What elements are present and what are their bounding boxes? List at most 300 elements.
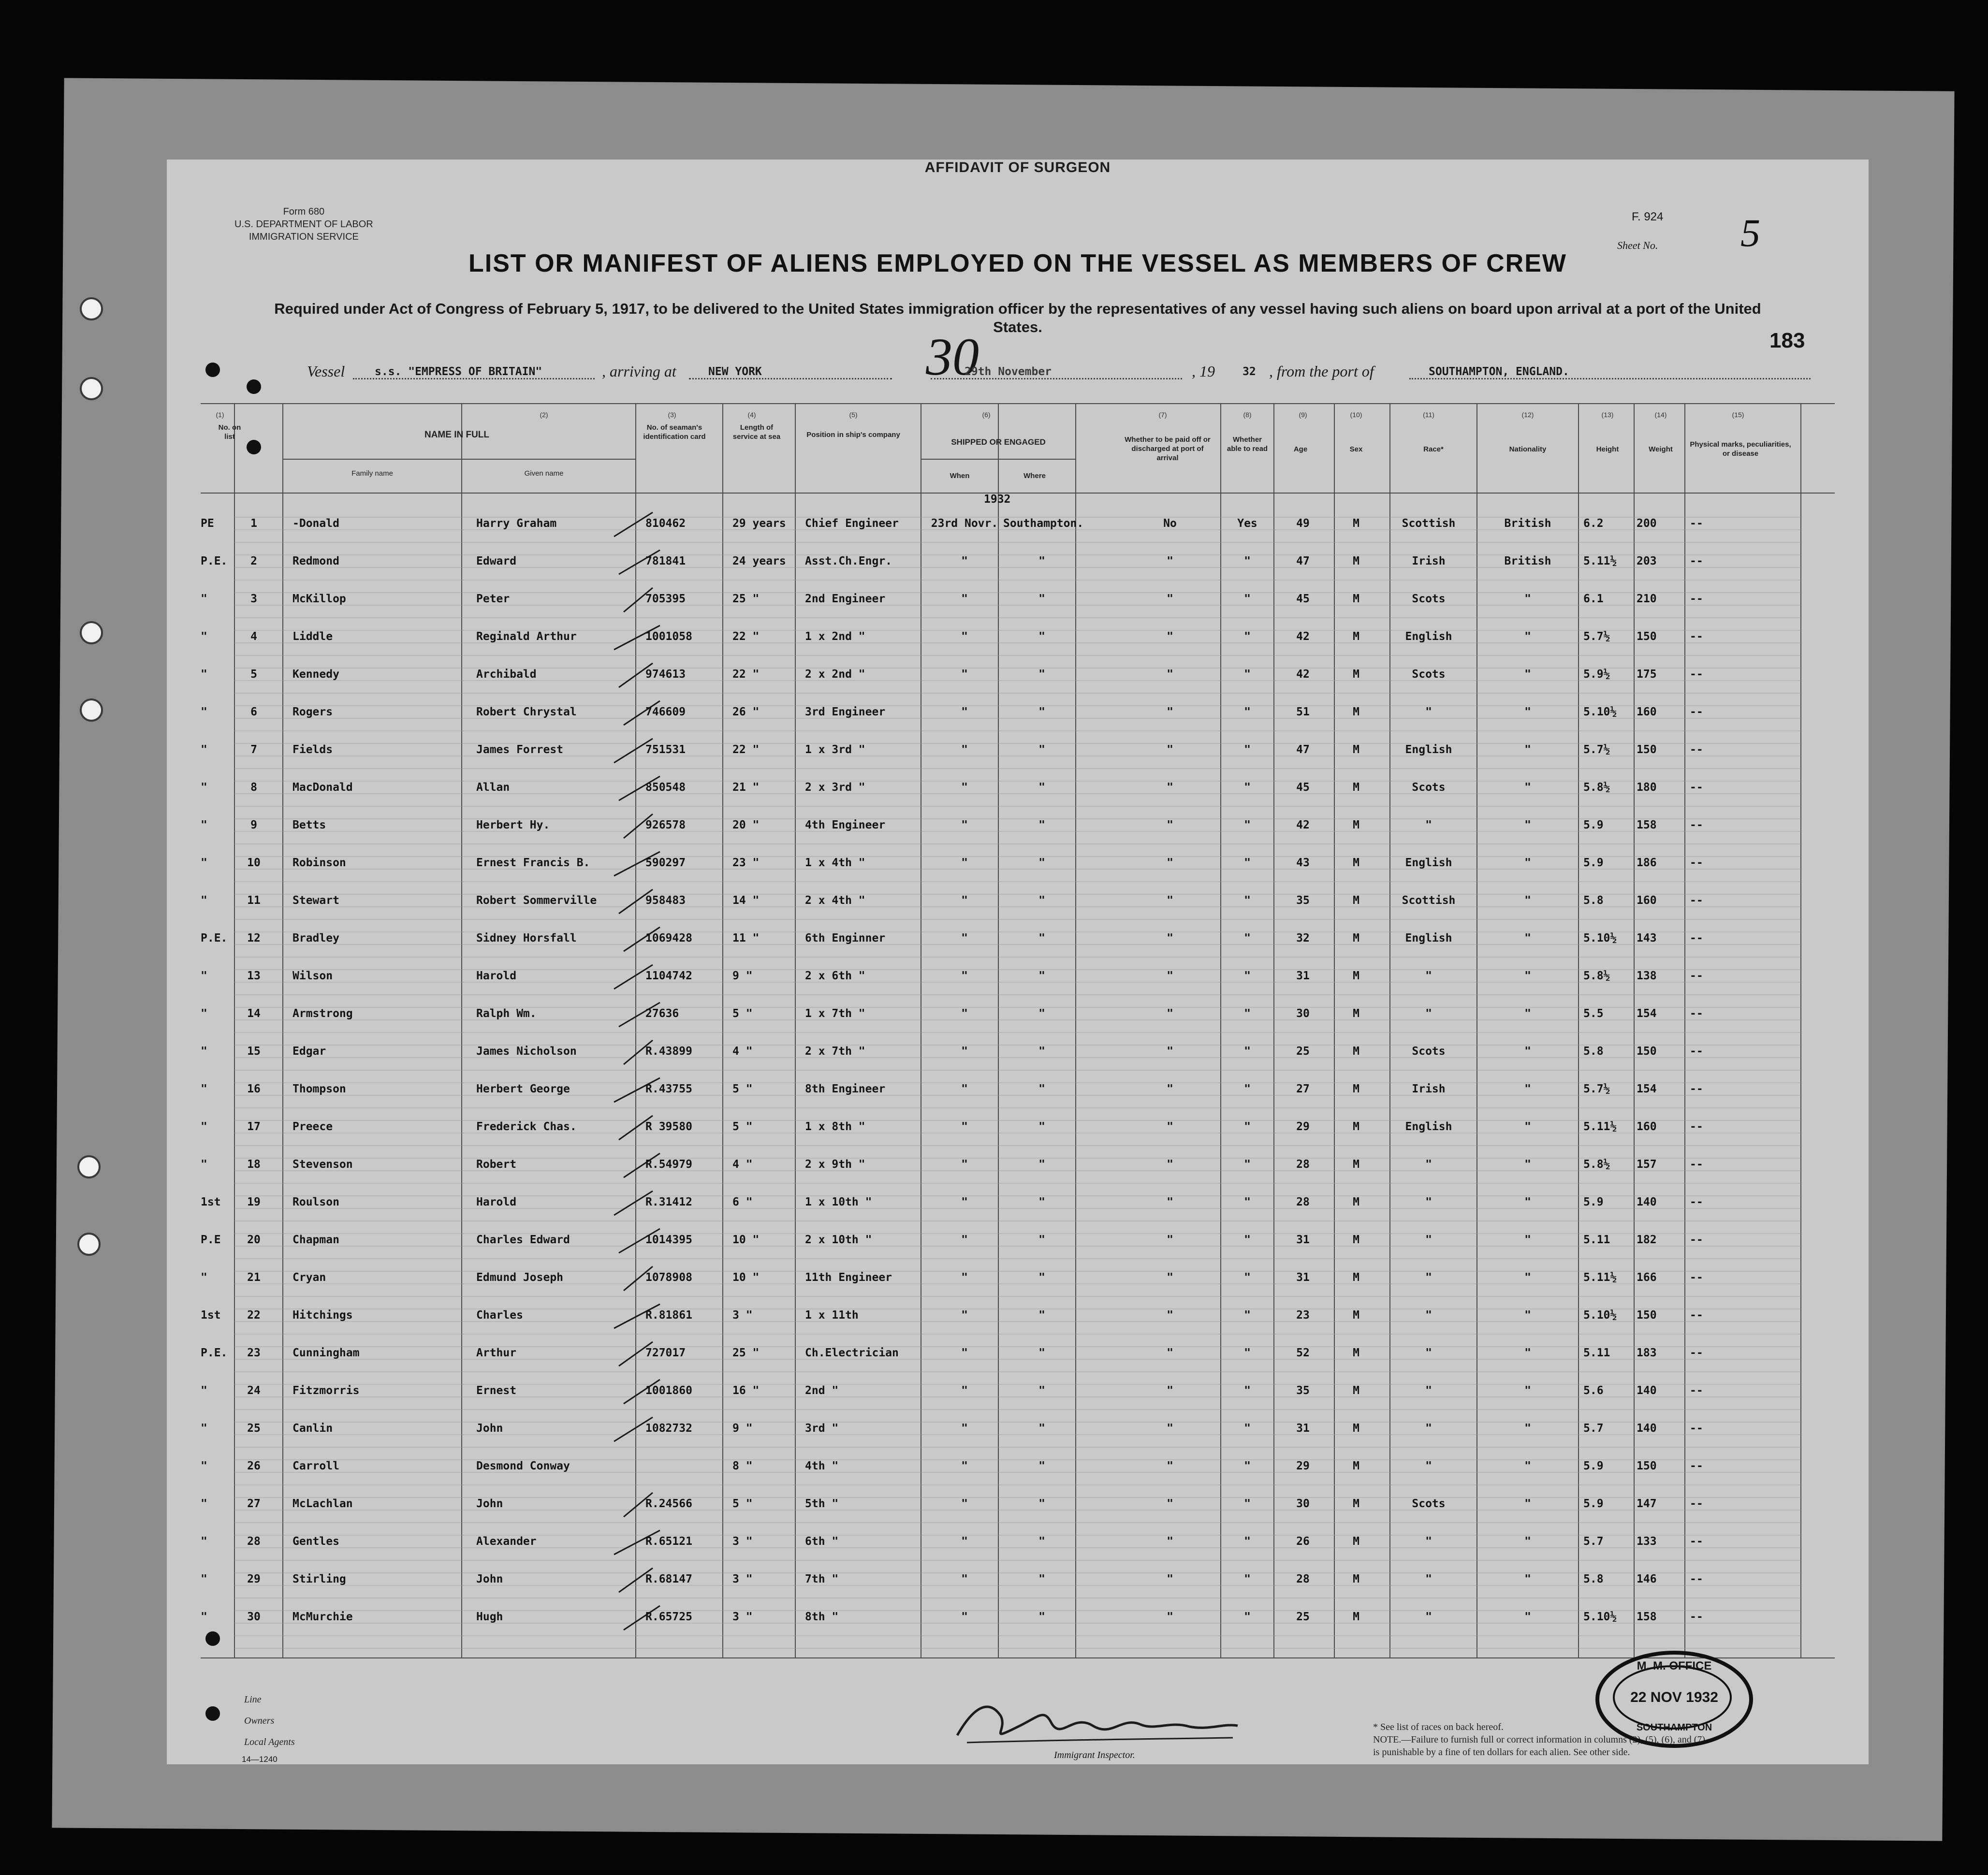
cell-position: 1 x 4th " bbox=[805, 857, 865, 869]
cell-where: " bbox=[1038, 593, 1045, 605]
cell-card: 27636 bbox=[645, 1007, 679, 1020]
cell-position: 1 x 10th " bbox=[805, 1196, 872, 1208]
cell-position: 1 x 3rd " bbox=[805, 743, 865, 756]
table-grid bbox=[167, 160, 1869, 1764]
cell-mark: " bbox=[201, 1083, 207, 1095]
cell-paid: " bbox=[1167, 857, 1173, 869]
cell-service: 5 " bbox=[732, 1083, 753, 1095]
vessel-name: s.s. "EMPRESS OF BRITAIN" bbox=[375, 365, 542, 378]
cell-service: 4 " bbox=[732, 1158, 753, 1171]
cell-when: " bbox=[961, 1120, 968, 1133]
cell-no: 27 bbox=[247, 1497, 261, 1510]
cell-height: 5.10½ bbox=[1583, 1611, 1617, 1623]
cell-weight: 158 bbox=[1637, 819, 1657, 831]
cell-weight: 154 bbox=[1637, 1007, 1657, 1020]
cell-family: Cryan bbox=[292, 1271, 326, 1284]
column-number: (4) bbox=[747, 411, 756, 419]
cell-card: R.43899 bbox=[645, 1045, 692, 1058]
cell-paid: " bbox=[1167, 1347, 1173, 1359]
cell-mark: " bbox=[201, 1045, 207, 1058]
cell-weight: 166 bbox=[1637, 1271, 1657, 1284]
cell-read: " bbox=[1244, 706, 1251, 718]
column-number: (13) bbox=[1601, 411, 1614, 419]
manifest-page bbox=[167, 160, 1869, 1764]
cell-race: " bbox=[1425, 1422, 1432, 1435]
cell-card: R 39580 bbox=[645, 1120, 692, 1133]
cell-age: 49 bbox=[1296, 517, 1310, 530]
cell-where: " bbox=[1038, 1460, 1045, 1472]
cell-where: " bbox=[1038, 781, 1045, 794]
cell-given: Harry Graham bbox=[476, 517, 557, 530]
cell-given: Harold bbox=[476, 1196, 517, 1208]
cell-given: John bbox=[476, 1573, 503, 1585]
cell-nat: " bbox=[1524, 1309, 1531, 1322]
cell-weight: 158 bbox=[1637, 1611, 1657, 1623]
cell-race: " bbox=[1425, 1196, 1432, 1208]
cell-read: " bbox=[1244, 1535, 1251, 1548]
cell-card: 810462 bbox=[645, 517, 686, 530]
header-where: Where bbox=[1023, 472, 1046, 480]
cell-paid: " bbox=[1167, 894, 1173, 907]
cell-service: 3 " bbox=[732, 1611, 753, 1623]
cell-race: " bbox=[1425, 1611, 1432, 1623]
cell-marks: -- bbox=[1690, 743, 1703, 756]
cell-age: 51 bbox=[1296, 706, 1310, 718]
cell-position: 6th Enginner bbox=[805, 932, 886, 945]
cell-where: " bbox=[1038, 932, 1045, 945]
cell-given: Charles Edward bbox=[476, 1234, 570, 1246]
cell-age: 31 bbox=[1296, 1422, 1310, 1435]
cell-family: Robinson bbox=[292, 857, 346, 869]
cell-where: " bbox=[1038, 1497, 1045, 1510]
cell-weight: 200 bbox=[1637, 517, 1657, 530]
cell-height: 5.7 bbox=[1583, 1535, 1604, 1548]
cell-card: 926578 bbox=[645, 819, 686, 831]
cell-when: " bbox=[961, 1497, 968, 1510]
header-no-on-list: No. on list bbox=[218, 423, 241, 441]
cell-given: Sidney Horsfall bbox=[476, 932, 577, 945]
cell-weight: 157 bbox=[1637, 1158, 1657, 1171]
cell-family: Canlin bbox=[292, 1422, 333, 1435]
cell-weight: 182 bbox=[1637, 1234, 1657, 1246]
cell-position: 11th Engineer bbox=[805, 1271, 892, 1284]
cell-no: 18 bbox=[247, 1158, 261, 1171]
cell-when: " bbox=[961, 894, 968, 907]
cell-given: Arthur bbox=[476, 1347, 517, 1359]
cell-weight: 140 bbox=[1637, 1196, 1657, 1208]
cell-where: " bbox=[1038, 1384, 1045, 1397]
cell-sex: M bbox=[1353, 1347, 1359, 1359]
cell-card: 590297 bbox=[645, 857, 686, 869]
cell-given: Herbert Hy. bbox=[476, 819, 550, 831]
cell-where: " bbox=[1038, 630, 1045, 643]
inspector-signature bbox=[948, 1697, 1247, 1750]
cell-weight: 150 bbox=[1637, 1309, 1657, 1322]
cell-card: R.31412 bbox=[645, 1196, 692, 1208]
cell-read: " bbox=[1244, 1497, 1251, 1510]
cell-when: 23rd Novr. bbox=[931, 517, 998, 530]
cell-family: Bradley bbox=[292, 932, 339, 945]
cell-read: " bbox=[1244, 1422, 1251, 1435]
cell-race: Scottish bbox=[1402, 517, 1456, 530]
column-number: (11) bbox=[1423, 411, 1434, 419]
cell-age: 29 bbox=[1296, 1120, 1310, 1133]
cell-no: 30 bbox=[247, 1611, 261, 1623]
cell-sex: M bbox=[1353, 1535, 1359, 1548]
cell-race: English bbox=[1405, 1120, 1452, 1133]
cell-mark: " bbox=[201, 1497, 207, 1510]
cell-sex: M bbox=[1353, 1611, 1359, 1623]
cell-no: 13 bbox=[247, 970, 261, 982]
cell-where: " bbox=[1038, 668, 1045, 681]
cell-mark: " bbox=[201, 1460, 207, 1472]
cell-sex: M bbox=[1353, 668, 1359, 681]
cell-service: 22 " bbox=[732, 630, 760, 643]
cell-card: 1104742 bbox=[645, 970, 692, 982]
cell-where: " bbox=[1038, 706, 1045, 718]
cell-position: 1 x 11th bbox=[805, 1309, 859, 1322]
binder-hole bbox=[80, 621, 103, 644]
cell-where: " bbox=[1038, 743, 1045, 756]
cell-paid: " bbox=[1167, 932, 1173, 945]
cell-position: 2 x 9th " bbox=[805, 1158, 865, 1171]
cell-given: James Nicholson bbox=[476, 1045, 577, 1058]
cell-marks: -- bbox=[1690, 894, 1703, 907]
cell-when: " bbox=[961, 932, 968, 945]
cell-paid: " bbox=[1167, 1158, 1173, 1171]
cell-marks: -- bbox=[1690, 1573, 1703, 1585]
column-number: (3) bbox=[668, 411, 676, 419]
cell-read: " bbox=[1244, 1347, 1251, 1359]
cell-read: " bbox=[1244, 819, 1251, 831]
cell-card: 781841 bbox=[645, 555, 686, 567]
cell-when: " bbox=[961, 1045, 968, 1058]
cell-when: " bbox=[961, 857, 968, 869]
cell-paid: " bbox=[1167, 970, 1173, 982]
cell-nat: " bbox=[1524, 1573, 1531, 1585]
cell-given: Peter bbox=[476, 593, 510, 605]
cell-marks: -- bbox=[1690, 1234, 1703, 1246]
cell-service: 26 " bbox=[732, 706, 760, 718]
cell-marks: -- bbox=[1690, 1271, 1703, 1284]
cell-paid: " bbox=[1167, 743, 1173, 756]
cell-given: Hugh bbox=[476, 1611, 503, 1623]
cell-card: 746609 bbox=[645, 706, 686, 718]
cell-marks: -- bbox=[1690, 593, 1703, 605]
cell-where: " bbox=[1038, 1347, 1045, 1359]
cell-when: " bbox=[961, 1422, 968, 1435]
cell-position: Asst.Ch.Engr. bbox=[805, 555, 892, 567]
cell-no: 9 bbox=[250, 819, 257, 831]
cell-paid: " bbox=[1167, 1535, 1173, 1548]
cell-read: " bbox=[1244, 1120, 1251, 1133]
cell-race: " bbox=[1425, 1158, 1432, 1171]
cell-marks: -- bbox=[1690, 706, 1703, 718]
cell-race: " bbox=[1425, 1573, 1432, 1585]
cell-card: R.24566 bbox=[645, 1497, 692, 1510]
header-nationality: Nationality bbox=[1509, 445, 1547, 453]
cell-service: 29 years bbox=[732, 517, 786, 530]
line-label: Line bbox=[244, 1694, 262, 1705]
cell-read: " bbox=[1244, 1234, 1251, 1246]
cell-sex: M bbox=[1353, 970, 1359, 982]
cell-marks: -- bbox=[1690, 517, 1703, 530]
cell-paid: " bbox=[1167, 1460, 1173, 1472]
cell-mark: " bbox=[201, 1422, 207, 1435]
cell-sex: M bbox=[1353, 1271, 1359, 1284]
cell-paid: " bbox=[1167, 1384, 1173, 1397]
column-number: (2) bbox=[540, 411, 548, 419]
cell-paid: " bbox=[1167, 1196, 1173, 1208]
arrival-date: 29th November bbox=[965, 365, 1052, 378]
cell-age: 30 bbox=[1296, 1497, 1310, 1510]
cell-weight: 133 bbox=[1637, 1535, 1657, 1548]
binding-rivet bbox=[205, 363, 220, 377]
year-marker: 1932 bbox=[984, 493, 1011, 506]
races-note: * See list of races on back hereof. bbox=[1373, 1722, 1504, 1732]
cell-age: 30 bbox=[1296, 1007, 1310, 1020]
header-service: Length of service at sea bbox=[732, 423, 781, 441]
cell-given: Archibald bbox=[476, 668, 537, 681]
cell-nat: " bbox=[1524, 1196, 1531, 1208]
cell-race: " bbox=[1425, 970, 1432, 982]
cell-height: 5.11½ bbox=[1583, 555, 1617, 567]
cell-mark: " bbox=[201, 743, 207, 756]
cell-service: 9 " bbox=[732, 1422, 753, 1435]
cell-position: 2 x 2nd " bbox=[805, 668, 865, 681]
cell-weight: 140 bbox=[1637, 1384, 1657, 1397]
cell-nat: " bbox=[1524, 1611, 1531, 1623]
cell-no: 20 bbox=[247, 1234, 261, 1246]
cell-family: Stirling bbox=[292, 1573, 346, 1585]
cell-age: 47 bbox=[1296, 555, 1310, 567]
cell-card: 958483 bbox=[645, 894, 686, 907]
cell-where: " bbox=[1038, 819, 1045, 831]
cell-sex: M bbox=[1353, 1196, 1359, 1208]
cell-position: 2 x 6th " bbox=[805, 970, 865, 982]
cell-marks: -- bbox=[1690, 857, 1703, 869]
cell-given: Frederick Chas. bbox=[476, 1120, 577, 1133]
cell-service: 22 " bbox=[732, 743, 760, 756]
cell-race: Irish bbox=[1412, 1083, 1446, 1095]
cell-height: 5.8½ bbox=[1583, 1158, 1610, 1171]
cell-weight: 203 bbox=[1637, 555, 1657, 567]
cell-mark: " bbox=[201, 970, 207, 982]
cell-weight: 180 bbox=[1637, 781, 1657, 794]
cell-no: 28 bbox=[247, 1535, 261, 1548]
cell-given: John bbox=[476, 1422, 503, 1435]
cell-height: 5.10½ bbox=[1583, 1309, 1617, 1322]
cell-when: " bbox=[961, 1007, 968, 1020]
cell-height: 5.11 bbox=[1583, 1347, 1610, 1359]
cell-when: " bbox=[961, 706, 968, 718]
cell-given: Allan bbox=[476, 781, 510, 794]
cell-position: Chief Engineer bbox=[805, 517, 899, 530]
cell-marks: -- bbox=[1690, 630, 1703, 643]
cell-service: 24 years bbox=[732, 555, 786, 567]
cell-nat: British bbox=[1504, 517, 1551, 530]
handwritten-day: 30 bbox=[926, 327, 979, 386]
cell-when: " bbox=[961, 1196, 968, 1208]
cell-weight: 154 bbox=[1637, 1083, 1657, 1095]
cell-position: 8th Engineer bbox=[805, 1083, 886, 1095]
cell-read: " bbox=[1244, 668, 1251, 681]
column-number: (14) bbox=[1654, 411, 1667, 419]
cell-age: 28 bbox=[1296, 1573, 1310, 1585]
cell-where: " bbox=[1038, 1083, 1045, 1095]
cell-paid: " bbox=[1167, 593, 1173, 605]
cell-height: 6.2 bbox=[1583, 517, 1604, 530]
cell-race: " bbox=[1425, 819, 1432, 831]
cell-race: Scots bbox=[1412, 593, 1446, 605]
cell-nat: " bbox=[1524, 1083, 1531, 1095]
cell-weight: 150 bbox=[1637, 1045, 1657, 1058]
binding-rivet bbox=[247, 440, 261, 454]
cell-family: Armstrong bbox=[292, 1007, 353, 1020]
cell-height: 5.10½ bbox=[1583, 932, 1617, 945]
cell-nat: " bbox=[1524, 668, 1531, 681]
header-height: Height bbox=[1596, 445, 1619, 453]
cell-weight: 140 bbox=[1637, 1422, 1657, 1435]
cell-marks: -- bbox=[1690, 1158, 1703, 1171]
cell-race: " bbox=[1425, 1309, 1432, 1322]
binder-hole bbox=[80, 698, 103, 722]
cell-weight: 150 bbox=[1637, 630, 1657, 643]
cell-service: 21 " bbox=[732, 781, 760, 794]
cell-mark: " bbox=[201, 781, 207, 794]
cell-race: " bbox=[1425, 1535, 1432, 1548]
cell-position: 2 x 4th " bbox=[805, 894, 865, 907]
cell-marks: -- bbox=[1690, 555, 1703, 567]
cell-no: 7 bbox=[250, 743, 257, 756]
page-subtitle: Required under Act of Congress of February 5, 1917, to be delivered to the United States immigration officer by the representatives of any vessel having such aliens on board upon arrival at a port of the United States. bbox=[274, 300, 1761, 335]
cell-service: 5 " bbox=[732, 1497, 753, 1510]
cell-mark: " bbox=[201, 630, 207, 643]
cell-marks: -- bbox=[1690, 1460, 1703, 1472]
page-number: 183 bbox=[1769, 329, 1805, 352]
cell-race: Scottish bbox=[1402, 894, 1456, 907]
cell-card: 1082732 bbox=[645, 1422, 692, 1435]
cell-given: Robert Sommerville bbox=[476, 894, 597, 907]
form-code: 14—1240 bbox=[242, 1755, 278, 1764]
cell-no: 1 bbox=[250, 517, 257, 530]
header-weight: Weight bbox=[1649, 445, 1673, 453]
cell-race: " bbox=[1425, 1347, 1432, 1359]
cell-height: 5.9 bbox=[1583, 857, 1604, 869]
cell-sex: M bbox=[1353, 857, 1359, 869]
cell-marks: -- bbox=[1690, 1309, 1703, 1322]
cell-card: R.81861 bbox=[645, 1309, 692, 1322]
cell-no: 4 bbox=[250, 630, 257, 643]
cell-read: " bbox=[1244, 932, 1251, 945]
cell-mark: PE bbox=[201, 517, 214, 530]
cell-height: 5.6 bbox=[1583, 1384, 1604, 1397]
cell-paid: " bbox=[1167, 1573, 1173, 1585]
cell-paid: " bbox=[1167, 1497, 1173, 1510]
cell-service: 14 " bbox=[732, 894, 760, 907]
cell-where: " bbox=[1038, 1196, 1045, 1208]
cell-family: Carroll bbox=[292, 1460, 339, 1472]
cell-position: 2 x 3rd " bbox=[805, 781, 865, 794]
cell-no: 8 bbox=[250, 781, 257, 794]
cell-no: 25 bbox=[247, 1422, 261, 1435]
cell-when: " bbox=[961, 1158, 968, 1171]
cell-family: Hitchings bbox=[292, 1309, 353, 1322]
cell-marks: -- bbox=[1690, 1083, 1703, 1095]
departure-port: SOUTHAMPTON, ENGLAND. bbox=[1429, 365, 1569, 378]
cell-position: 1 x 7th " bbox=[805, 1007, 865, 1020]
form-line: IMMIGRATION SERVICE bbox=[248, 232, 359, 242]
arriving-label: , arriving at bbox=[602, 363, 676, 380]
cell-service: 25 " bbox=[732, 1347, 760, 1359]
cell-sex: M bbox=[1353, 517, 1359, 530]
cell-nat: " bbox=[1524, 593, 1531, 605]
column-number: (12) bbox=[1521, 411, 1534, 419]
cell-when: " bbox=[961, 555, 968, 567]
cell-service: 10 " bbox=[732, 1234, 760, 1246]
cell-race: English bbox=[1405, 630, 1452, 643]
cell-marks: -- bbox=[1690, 1347, 1703, 1359]
cell-service: 3 " bbox=[732, 1535, 753, 1548]
cell-paid: " bbox=[1167, 781, 1173, 794]
cell-given: Alexander bbox=[476, 1535, 537, 1548]
cell-mark: " bbox=[201, 1535, 207, 1548]
sheet-number: 5 bbox=[1740, 211, 1760, 255]
form-line: Form 680 bbox=[283, 206, 325, 217]
cell-paid: " bbox=[1167, 1234, 1173, 1246]
cell-given: Reginald Arthur bbox=[476, 630, 577, 643]
cell-age: 25 bbox=[1296, 1045, 1310, 1058]
header-name-in-full: NAME IN FULL bbox=[424, 430, 490, 440]
cell-position: 1 x 8th " bbox=[805, 1120, 865, 1133]
cell-marks: -- bbox=[1690, 1045, 1703, 1058]
from-label: , from the port of bbox=[1269, 363, 1374, 380]
header-given-name: Given name bbox=[524, 469, 564, 478]
cell-when: " bbox=[961, 1535, 968, 1548]
cell-paid: " bbox=[1167, 1007, 1173, 1020]
cell-age: 35 bbox=[1296, 1384, 1310, 1397]
cell-weight: 160 bbox=[1637, 894, 1657, 907]
cell-race: " bbox=[1425, 1271, 1432, 1284]
cell-sex: M bbox=[1353, 1234, 1359, 1246]
cell-mark: " bbox=[201, 1611, 207, 1623]
cell-where: " bbox=[1038, 1120, 1045, 1133]
cell-height: 5.5 bbox=[1583, 1007, 1604, 1020]
cell-nat: " bbox=[1524, 1045, 1531, 1058]
cell-height: 5.11½ bbox=[1583, 1271, 1617, 1284]
cell-nat: " bbox=[1524, 932, 1531, 945]
cell-sex: M bbox=[1353, 932, 1359, 945]
cell-paid: " bbox=[1167, 630, 1173, 643]
cell-age: 25 bbox=[1296, 1611, 1310, 1623]
cell-mark: P.E. bbox=[201, 932, 228, 945]
cell-marks: -- bbox=[1690, 1535, 1703, 1548]
stamp-bottom: SOUTHAMPTON bbox=[1636, 1722, 1712, 1733]
cell-position: 6th " bbox=[805, 1535, 839, 1548]
arrival-port: NEW YORK bbox=[708, 365, 762, 378]
header-able-to-read: Whether able to read bbox=[1227, 436, 1268, 453]
cell-card: 751531 bbox=[645, 743, 686, 756]
cell-weight: 143 bbox=[1637, 932, 1657, 945]
cell-sex: M bbox=[1353, 1422, 1359, 1435]
cell-service: 10 " bbox=[732, 1271, 760, 1284]
cell-family: Edgar bbox=[292, 1045, 326, 1058]
cell-weight: 138 bbox=[1637, 970, 1657, 982]
cell-marks: -- bbox=[1690, 1497, 1703, 1510]
cell-where: " bbox=[1038, 1045, 1045, 1058]
cell-marks: -- bbox=[1690, 668, 1703, 681]
cell-card: 1001860 bbox=[645, 1384, 692, 1397]
